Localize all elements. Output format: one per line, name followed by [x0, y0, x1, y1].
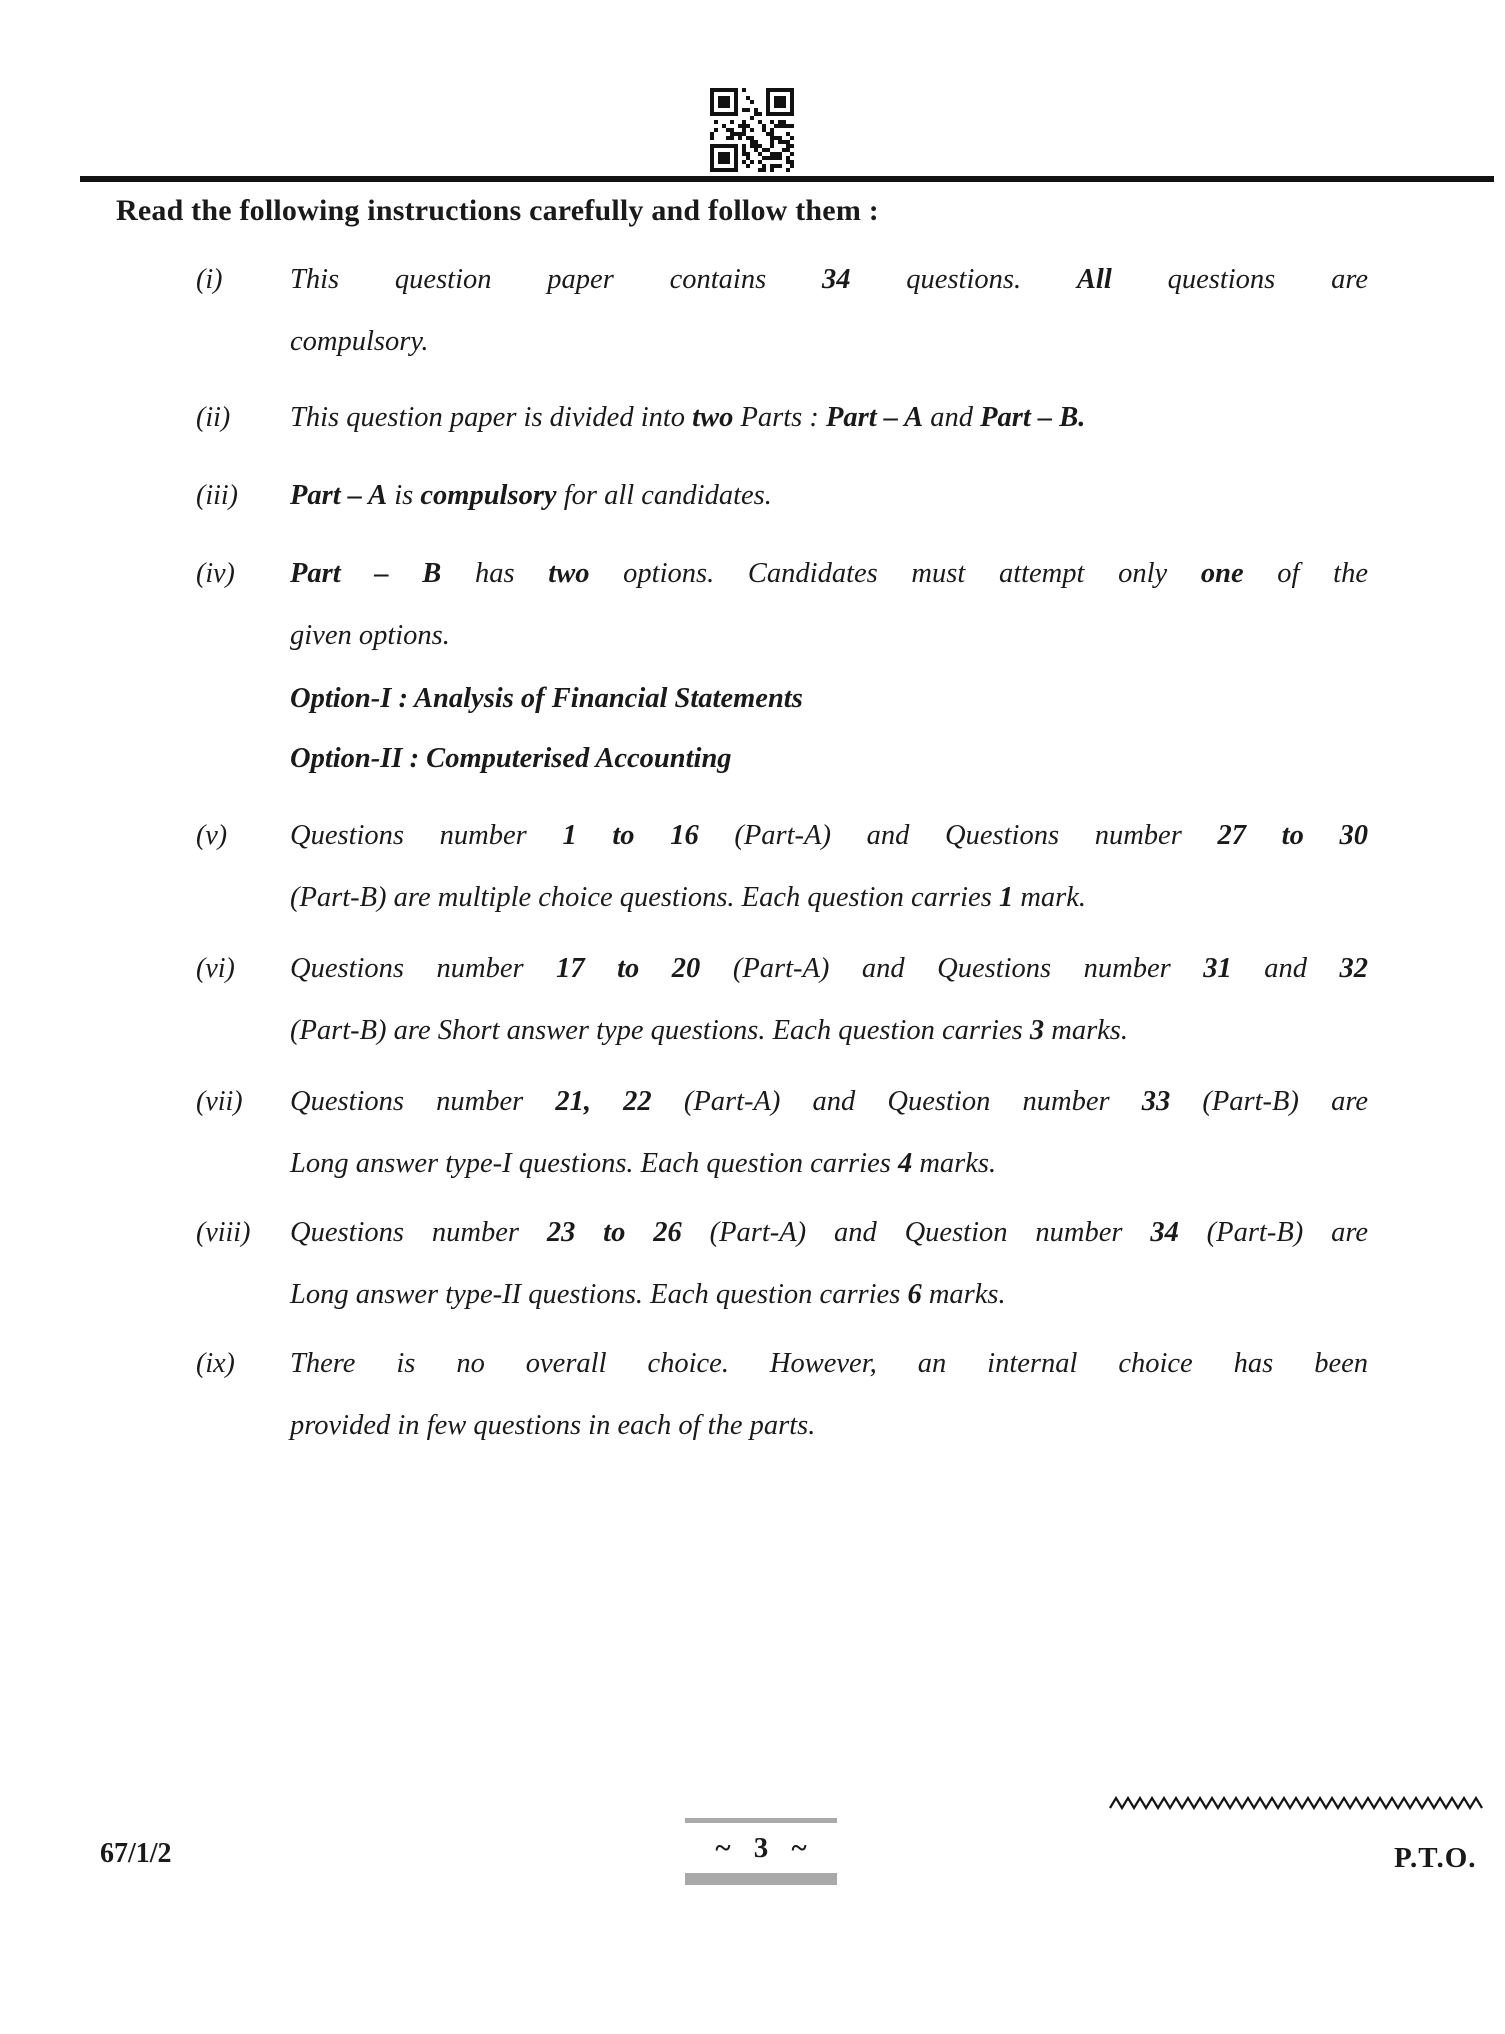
text-line: provided in few questions in each of the parts. [290, 1410, 816, 1441]
instruction-item-iv [196, 543, 1368, 787]
instruction-item-ix [196, 1333, 1368, 1457]
text-line: Part – A is compulsory for all candidates. [290, 480, 772, 511]
instruction-label: (ii) [196, 402, 231, 433]
instructions-heading: Read the following instructions carefully and follow them : [116, 194, 879, 227]
instruction-item-ii [196, 387, 1368, 449]
text-line: (Part-B) are Short answer type questions. Each question carries 3 marks. [290, 1015, 1129, 1046]
text-line: Questions number 17 to 20 (Part-A) and Questions number 31 and 32 [290, 953, 1369, 984]
page-number-block [685, 1818, 837, 1885]
instruction-text [290, 1202, 1368, 1326]
pto-label: P.T.O. [1394, 1842, 1477, 1874]
option-line [290, 671, 1368, 727]
instruction-text [290, 465, 1368, 527]
instruction-text [290, 543, 1368, 787]
instruction-item-iii [196, 465, 1368, 527]
text-line: Questions number 23 to 26 (Part-A) and Question number 34 (Part-B) are [290, 1217, 1369, 1248]
text-line: Questions number 21, 22 (Part-A) and Question number 33 (Part-B) are [290, 1086, 1369, 1117]
instruction-paragraph [290, 1333, 1368, 1457]
text-line: This question paper contains 34 questions. All questions are [290, 264, 1368, 295]
instruction-item-vii [196, 1071, 1368, 1195]
instruction-text [290, 249, 1368, 373]
instruction-text [290, 805, 1368, 929]
text-line: Part – B has two options. Candidates must attempt only one of the [290, 558, 1368, 589]
page-number-rule-bottom [685, 1873, 837, 1885]
instruction-text [290, 1333, 1368, 1457]
instruction-paragraph [290, 805, 1368, 929]
paper-code: 67/1/2 [100, 1838, 172, 1869]
instruction-paragraph [290, 1202, 1368, 1326]
instruction-item-vi [196, 938, 1368, 1062]
instruction-label: (viii) [196, 1217, 251, 1248]
instruction-label: (vii) [196, 1086, 243, 1117]
header-divider [80, 176, 1494, 182]
text-line: There is no overall choice. However, an internal choice has been [290, 1348, 1368, 1379]
instruction-label: (iii) [196, 480, 238, 511]
instruction-paragraph [290, 938, 1368, 1062]
instruction-paragraph [290, 1071, 1368, 1195]
text-line: Questions number 1 to 16 (Part-A) and Questions number 27 to 30 [290, 820, 1369, 851]
text-line: This question paper is divided into two Parts : Part – A and Part – B. [290, 402, 1086, 433]
qr-code-icon [710, 88, 794, 172]
page-number: ~ 3 ~ [715, 1832, 807, 1864]
instruction-text [290, 387, 1368, 449]
instruction-label: (i) [196, 264, 223, 295]
instruction-item-v [196, 805, 1368, 929]
instruction-paragraph [290, 249, 1368, 373]
instruction-label: (iv) [196, 558, 235, 589]
text-line: given options. [290, 620, 450, 651]
option-line [290, 731, 1368, 787]
instruction-label: (ix) [196, 1348, 235, 1379]
instruction-paragraph [290, 387, 1368, 449]
instruction-paragraph [290, 465, 1368, 527]
instruction-text [290, 1071, 1368, 1195]
instruction-item-i [196, 249, 1368, 373]
text-line: compulsory. [290, 326, 429, 357]
text-line: Long answer type-I questions. Each question carries 4 marks. [290, 1148, 997, 1179]
text-line: Option-II : Computerised Accounting [290, 743, 732, 774]
instruction-item-viii [196, 1202, 1368, 1326]
instruction-label: (vi) [196, 953, 235, 984]
squiggle-line [1108, 1794, 1484, 1812]
text-line: Option-I : Analysis of Financial Statements [290, 683, 803, 714]
zigzag [1110, 1798, 1482, 1808]
text-line: (Part-B) are multiple choice questions. Each question carries 1 mark. [290, 882, 1087, 913]
instruction-paragraph [290, 543, 1368, 667]
instruction-text [290, 938, 1368, 1062]
text-line: Long answer type-II questions. Each question carries 6 marks. [290, 1279, 1006, 1310]
instruction-label: (v) [196, 820, 228, 851]
